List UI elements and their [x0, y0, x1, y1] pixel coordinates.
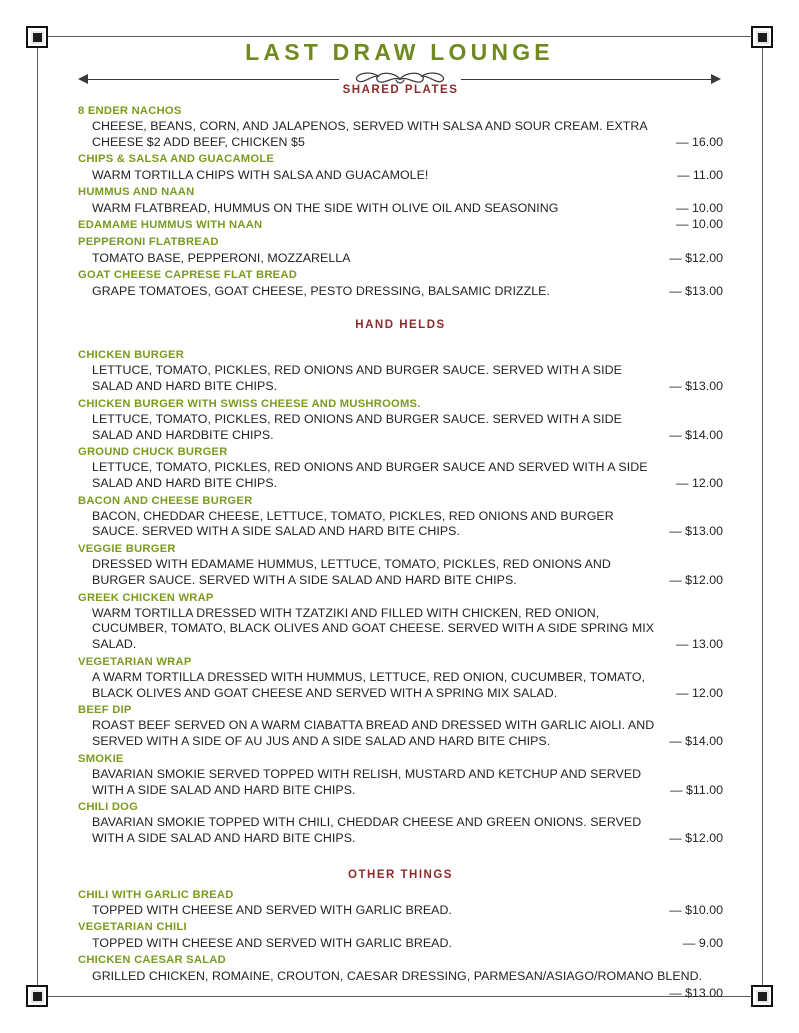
menu-item-description: CHEESE, BEANS, CORN, AND JALAPENOS, SERVED WITH SALSA AND SOUR CREAM. EXTRA CHEESE $2 ADD BEEF, CHICKEN $5 — [92, 119, 648, 149]
menu-item-price: — $12.00 — [669, 250, 723, 265]
menu-item-price: — $12.00 — [669, 572, 723, 587]
menu-item-name: PEPPERONI FLATBREAD — [78, 236, 219, 249]
menu-item — [78, 267, 723, 299]
menu-item-price: — 9.00 — [683, 935, 723, 950]
menu-item-name: SMOKIE — [78, 752, 124, 765]
menu-item-price: — 16.00 — [676, 134, 723, 149]
menu-item — [78, 184, 723, 216]
menu-item-name: CHILI WITH GARLIC BREAD — [78, 888, 234, 901]
menu-item-name: CHICKEN CAESAR SALAD — [78, 954, 226, 967]
menu-item — [78, 919, 723, 951]
page-title: LAST DRAW LOUNGE — [245, 39, 554, 65]
menu-item-name: HUMMUS AND NAAN — [78, 186, 195, 199]
menu-item-price: — 10.00 — [676, 200, 723, 215]
menu-section-shared-plates — [78, 84, 723, 299]
menu-item — [78, 751, 723, 798]
menu-item-price: — 11.00 — [677, 167, 723, 182]
menu-item — [78, 654, 723, 701]
menu-item-description: BAVARIAN SMOKIE SERVED TOPPED WITH RELISH, MUSTARD AND KETCHUP AND SERVED WITH A SIDE SALAD AND HARD BITE CHIPS. — [92, 766, 642, 797]
menu-item — [78, 541, 723, 588]
section-header: SHARED PLATES — [342, 84, 459, 96]
menu-item-description: A WARM TORTILLA DRESSED WITH HUMMUS, LETTUCE, RED ONION, CUCUMBER, TOMATO, BLACK OLIVES AND GOAT CHEESE AND SERVED WITH A SPRING MIX SALAD. — [92, 669, 646, 700]
menu-item-price: — $11.00 — [670, 782, 723, 797]
section-header: OTHER THINGS — [348, 868, 453, 881]
menu-item — [78, 590, 723, 653]
masthead — [0, 40, 799, 65]
menu-item — [78, 151, 723, 183]
menu-item-description: WARM TORTILLA DRESSED WITH TZATZIKI AND FILLED WITH CHICKEN, RED ONION, CUCUMBER, TOMATO, BLACK OLIVES AND GOAT CHEESE. SERVED WITH A SIDE SPRING MIX SALAD. — [92, 605, 655, 652]
frame-line-left — [37, 48, 38, 985]
menu-item-price: — $14.00 — [669, 427, 723, 442]
menu-item-price: — $10.00 — [669, 902, 723, 917]
menu-item-price: — $13.00 — [669, 283, 723, 298]
menu-item-price: — 10.00 — [676, 217, 723, 232]
menu-item-description: GRILLED CHICKEN, ROMAINE, CROUTON, CAESAR DRESSING, PARMESAN/ASIAGO/ROMANO BLEND. — [92, 968, 703, 983]
menu-item-price: — 12.00 — [676, 475, 723, 490]
menu-item-name: CHILI DOG — [78, 801, 139, 814]
arrow-left-icon — [78, 74, 88, 84]
menu-item-description: LETTUCE, TOMATO, PICKLES, RED ONIONS AND BURGER SAUCE. SERVED WITH A SIDE SALAD AND HARD BITE CHIPS. — [92, 363, 622, 394]
menu-item-price: — 13.00 — [676, 637, 723, 652]
menu-item-price: — $13.00 — [669, 379, 723, 394]
menu-item-description: TOPPED WITH CHEESE AND SERVED WITH GARLIC BREAD. — [92, 902, 452, 917]
menu-section-other-things — [78, 869, 723, 1002]
arrow-right-icon — [711, 74, 721, 84]
menu-item-name: GREEK CHICKEN WRAP — [78, 591, 214, 604]
menu-item-description: ROAST BEEF SERVED ON A WARM CIABATTA BREAD AND DRESSED WITH GARLIC AIOLI. AND SERVED WITH A SIDE OF AU JUS AND A SIDE SALAD AND HARD BITE CHIPS. — [92, 718, 655, 749]
menu-item-description: WARM FLATBREAD, HUMMUS ON THE SIDE WITH OLIVE OIL AND SEASONING — [92, 200, 559, 215]
menu-item-description: LETTUCE, TOMATO, PICKLES, RED ONIONS AND BURGER SAUCE. SERVED WITH A SIDE SALAD AND HARDBITE CHIPS. — [92, 411, 622, 442]
menu-section-hand-helds — [78, 319, 723, 846]
menu-item — [78, 702, 723, 749]
menu-item — [78, 217, 723, 233]
corner-ornament-bottom-right — [751, 985, 773, 1007]
menu-item — [78, 444, 723, 491]
menu-item — [78, 234, 723, 266]
menu-item — [78, 347, 723, 394]
menu-item-price: — $13.00 — [669, 986, 723, 1001]
menu-item-name: GROUND CHUCK BURGER — [78, 446, 228, 459]
menu-item-name: VEGETARIAN CHILI — [78, 921, 187, 934]
menu-item — [78, 952, 723, 1001]
menu-item-description: WARM TORTILLA CHIPS WITH SALSA AND GUACAMOLE! — [92, 167, 429, 182]
menu-item — [78, 493, 723, 540]
corner-ornament-bottom-left — [26, 985, 48, 1007]
menu-item-description: TOMATO BASE, PEPPERONI, MOZZARELLA — [92, 250, 351, 265]
menu-item-name: CHIPS & SALSA AND GUACAMOLE — [78, 153, 275, 166]
menu-item-description: TOPPED WITH CHEESE AND SERVED WITH GARLIC BREAD. — [92, 935, 452, 950]
menu-item-name: CHICKEN BURGER WITH SWISS CHEESE AND MUSHROOMS. — [78, 397, 421, 410]
menu-item-description: BAVARIAN SMOKIE TOPPED WITH CHILI, CHEDDAR CHEESE AND GREEN ONIONS. SERVED WITH A SIDE SALAD AND HARD BITE CHIPS. — [92, 815, 642, 845]
menu-item — [78, 887, 723, 919]
menu-item-price: — $12.00 — [669, 831, 723, 845]
menu-item — [78, 799, 723, 846]
frame-line-top-left — [48, 36, 751, 37]
menu-item — [78, 396, 723, 443]
menu-item-price: — 12.00 — [676, 685, 723, 700]
menu-item-name: VEGETARIAN WRAP — [78, 655, 192, 668]
menu-content — [78, 84, 723, 1003]
menu-item-description: LETTUCE, TOMATO, PICKLES, RED ONIONS AND BURGER SAUCE AND SERVED WITH A SIDE SALAD AND HARD BITE CHIPS. — [92, 460, 648, 490]
menu-item-price: — $13.00 — [669, 524, 723, 539]
corner-square-icon — [33, 992, 42, 1001]
menu-item-name: 8 ENDER NACHOS — [78, 105, 182, 117]
menu-item-description: DRESSED WITH EDAMAME HUMMUS, LETTUCE, TOMATO, PICKLES, RED ONIONS AND BURGER SAUCE. SERVED WITH A SIDE SALAD AND HARD BITE CHIPS. — [92, 557, 611, 587]
menu-item-name: CHICKEN BURGER — [78, 349, 185, 362]
menu-item-description: BACON, CHEDDAR CHEESE, LETTUCE, TOMATO, PICKLES, RED ONIONS AND BURGER SAUCE. SERVED WITH A SIDE SALAD AND HARD BITE CHIPS. — [92, 508, 614, 539]
menu-item-name: VEGGIE BURGER — [78, 543, 176, 556]
menu-item-name: BEEF DIP — [78, 704, 132, 717]
corner-square-icon — [758, 992, 767, 1001]
frame-line-right — [762, 48, 763, 985]
menu-item-name: BACON AND CHEESE BURGER — [78, 494, 253, 507]
menu-item-name: EDAMAME HUMMUS WITH NAAN — [78, 219, 263, 232]
section-header: HAND HELDS — [355, 319, 446, 332]
menu-item-name: GOAT CHEESE CAPRESE FLAT BREAD — [78, 269, 298, 282]
menu-item-price: — $14.00 — [669, 734, 723, 749]
menu-item — [78, 103, 723, 150]
menu-item-description: GRAPE TOMATOES, GOAT CHEESE, PESTO DRESSING, BALSAMIC DRIZZLE. — [92, 283, 550, 298]
